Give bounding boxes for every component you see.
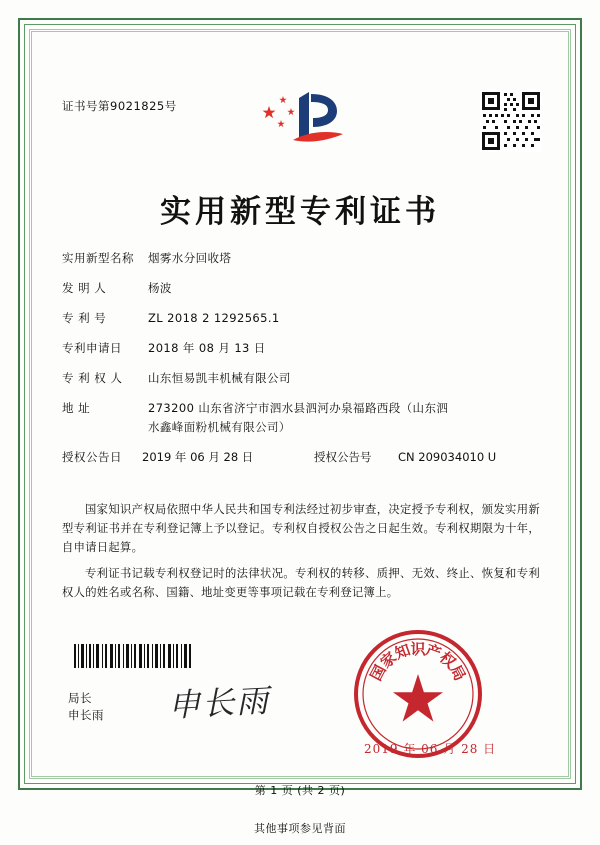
qr-code-icon: [480, 90, 542, 152]
field-value: 杨波: [148, 281, 172, 295]
field-row-address: [62, 400, 542, 417]
svg-text:权: 权: [435, 648, 460, 672]
field-list: [62, 250, 542, 479]
field-row-utility-model-name: [62, 250, 542, 267]
field-row-application-date: [62, 340, 542, 357]
field-value: 山东恒易凯丰机械有限公司: [148, 371, 291, 385]
grant-number-label: 授权公告号: [314, 450, 372, 464]
footnote: 其他事项参见背面: [254, 822, 346, 835]
field-label: 专 利 号: [62, 311, 107, 325]
field-value: 2018 年 08 月 13 日: [148, 341, 266, 355]
field-value: 烟雾水分回收塔: [148, 251, 232, 265]
svg-text:国: 国: [366, 662, 390, 684]
field-label: 专利申请日: [62, 341, 122, 355]
grant-date-label: 授权公告日: [62, 450, 122, 464]
svg-text:产: 产: [423, 640, 444, 663]
page-number: 第 1 页 (共 2 页): [254, 784, 346, 797]
director-title-block: [68, 690, 104, 724]
corner-ornament-top-right: [548, 18, 582, 52]
field-label: 实用新型名称: [62, 251, 134, 265]
svg-text:知: 知: [392, 640, 413, 663]
field-row-inventor: [62, 280, 542, 297]
grant-number-value: CN 209034010 U: [398, 450, 497, 464]
field-row-patentee: [62, 370, 542, 387]
field-label: 专 利 权 人: [62, 371, 123, 385]
field-value: ZL 2018 2 1292565.1: [148, 311, 280, 325]
patent-office-logo-icon: [253, 88, 349, 150]
field-row-patent-number: [62, 310, 542, 327]
barcode-icon: [74, 644, 192, 668]
seal-date: 2019 年 06 月 28 日: [364, 742, 497, 756]
paragraph-1: 国家知识产权局依照中华人民共和国专利法经过初步审查，决定授予专利权，颁发实用新型专利证书并在专利登记簿上予以登记。专利权自授权公告之日起生效。专利权期限为十年，自申请日起算。: [62, 503, 540, 554]
page-title: 实用新型专利证书: [160, 194, 440, 230]
field-label: 发 明 人: [62, 281, 107, 295]
handwritten-signature: 申长雨: [167, 681, 272, 725]
corner-ornament-top-left: [18, 18, 52, 52]
legal-text: [62, 500, 540, 609]
paragraph-2: 专利证书记载专利权登记时的法律状况。专利权的转移、质押、无效、终止、恢复和专利权人的姓名或名称、国籍、地址变更等事项记载在专利登记簿上。: [62, 567, 540, 599]
svg-text:局: 局: [446, 662, 470, 684]
director-name: 申长雨: [68, 708, 104, 722]
svg-text:家: 家: [376, 648, 401, 672]
certificate-number: 证书号第9021825号: [62, 99, 177, 113]
svg-text:识: 识: [410, 640, 426, 658]
grant-date-value: 2019 年 06 月 28 日: [142, 450, 254, 464]
field-value: 273200 山东省济宁市泗水县泗河办泉福路西段（山东泗: [148, 401, 449, 415]
field-label: 地 址: [62, 401, 91, 415]
field-row-grant: [62, 449, 542, 466]
address-line-2: 水鑫峰面粉机械有限公司）: [148, 420, 291, 434]
director-label: 局长: [68, 691, 92, 705]
